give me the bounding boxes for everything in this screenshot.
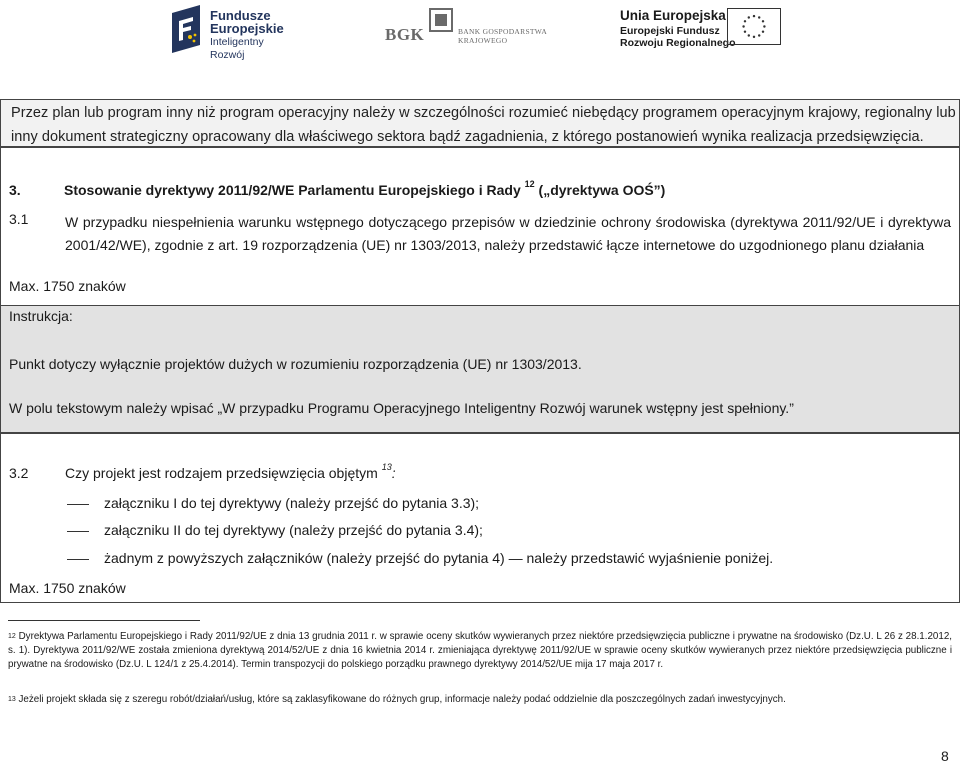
bgk-logo-mark: BGK xyxy=(385,25,425,44)
bgk-emblem-icon xyxy=(429,8,453,32)
question-3-2-text xyxy=(65,462,396,481)
intro-text: Przez plan lub program inny niż program operacyjny należy w szczególności rozumieć niebędący programem operacyjnym krajowy, regionalny lub inny dokument strategiczny opracowany dla właściwego sektora bądź zagadnienia, z którego postanowień wynika realizacja przedsięwzięcia. xyxy=(11,105,956,145)
footnote-ref-12: 12 xyxy=(524,179,535,189)
bgk-logo xyxy=(385,8,555,48)
question-3-1-number: 3.1 xyxy=(9,211,29,227)
instructions-paragraph-1: Punkt dotyczy wyłącznie projektów dużych w rozumieniu rozporządzenia (UE) nr 1303/2013. xyxy=(9,356,582,372)
option-3-dash xyxy=(67,559,89,560)
question-3-2-label: Czy projekt jest rodzajem przedsięwzięcia objętym xyxy=(65,465,378,481)
bgk-logo-line2: KRAJOWEGO xyxy=(458,36,508,45)
instructions-paragraph-2: W polu tekstowym należy wpisać „W przypadku Programu Operacyjnego Inteligentny Rozwój warunek wstępny jest spełniony.” xyxy=(9,400,794,416)
footnote-12-text: Dyrektywa Parlamentu Europejskiego i Rady 2011/92/UE z dnia 13 grudnia 2011 r. w sprawie oceny skutków wywieranych przez niektóre przedsięwzięcia publiczne i prywatne na środowisko (Dz.U. L 26 z 28.1.2012, s. 1). Dyrektywa 2011/92/WE została zmieniona dyrektywą 2014/52/UE z dnia 16 kwietnia 2014 r. zmieniająca dyrektywę 2011/92/UE w sprawie oceny skutków wywieranych przez niektóre przedsięwzięcia publiczne i prywatne na środowisko (Dz.U. L 124/1 z 25.4.2014). Termin transpozycji do polskiego porządku prawnego dyrektywy 2014/52/UE mija 17 maja 2017 r. xyxy=(8,631,952,670)
page-number: 8 xyxy=(941,748,949,764)
section-3-number: 3. xyxy=(9,182,21,198)
option-1-dash xyxy=(67,504,89,505)
ue-logo-line2: Europejski Fundusz xyxy=(620,25,720,37)
fe-logo-line3: Inteligentny Rozwój xyxy=(210,36,264,61)
section-3-box xyxy=(0,147,960,305)
section-3-title-suffix: („dyrektywa OOŚ”) xyxy=(534,182,666,198)
ue-logo-line1: Unia Europejska xyxy=(620,8,726,23)
instructions-box xyxy=(0,305,960,433)
footnote-13-text: Jeżeli projekt składa się z szeregu robót/działań/usług, które są zaklasyfikowane do różnych grup, informacje należy podać oddzielnie dla poszczególnych zadań inwestycyjnych. xyxy=(18,694,786,705)
section-3-title xyxy=(9,179,666,198)
option-none: żadnym z powyższych załączników (należy przejść do pytania 4) — należy przedstawić wyjaśnienie poniżej. xyxy=(104,550,774,566)
char-limit-3-2: Max. 1750 znaków xyxy=(9,580,126,596)
question-3-2-number: 3.2 xyxy=(9,465,29,481)
bgk-logo-line1: BANK GOSPODARSTWA xyxy=(458,27,548,36)
instructions-label: Instrukcja: xyxy=(9,308,73,324)
fe-logo-line1: Fundusze xyxy=(210,8,271,23)
footnote-ref-13: 13 xyxy=(381,462,392,472)
footnote-12-number: 12 xyxy=(8,633,16,640)
intro-box xyxy=(0,99,960,147)
question-3-1-text: W przypadku niespełnienia warunku wstępnego dotyczącego przepisów w dziedzinie ochrony środowiska (dyrektywa 2011/92/UE i dyrektywa 2001/42/WE), zgodnie z art. 19 rozporządzenia (UE) nr 1303/2013, należy przedstawić łącze internetowe do uzgodnionego planu działania xyxy=(65,214,951,253)
ue-logo-line3: Rozwoju Regionalnego xyxy=(620,37,736,49)
unia-europejska-logo xyxy=(620,8,785,48)
fe-logo-line2: Europejskie xyxy=(210,21,284,36)
option-2-dash xyxy=(67,531,89,532)
fundusze-europejskie-logo xyxy=(170,3,300,61)
section-3-title-text: Stosowanie dyrektywy 2011/92/WE Parlamentu Europejskiego i Rady xyxy=(64,182,521,198)
footnote-12 xyxy=(8,630,952,672)
eu-flag-icon xyxy=(727,8,781,45)
char-limit-3-1: Max. 1750 znaków xyxy=(9,278,126,294)
question-3-2-box xyxy=(0,433,960,603)
question-3-2-colon: : xyxy=(391,465,396,481)
footnote-13 xyxy=(8,693,786,707)
footnote-13-number: 13 xyxy=(8,696,16,703)
footnote-separator xyxy=(8,620,200,621)
fe-emblem-icon xyxy=(170,5,204,53)
option-annex-1: załączniku I do tej dyrektywy (należy przejść do pytania 3.3); xyxy=(104,495,480,511)
option-annex-2: załączniku II do tej dyrektywy (należy przejść do pytania 3.4); xyxy=(104,522,483,538)
